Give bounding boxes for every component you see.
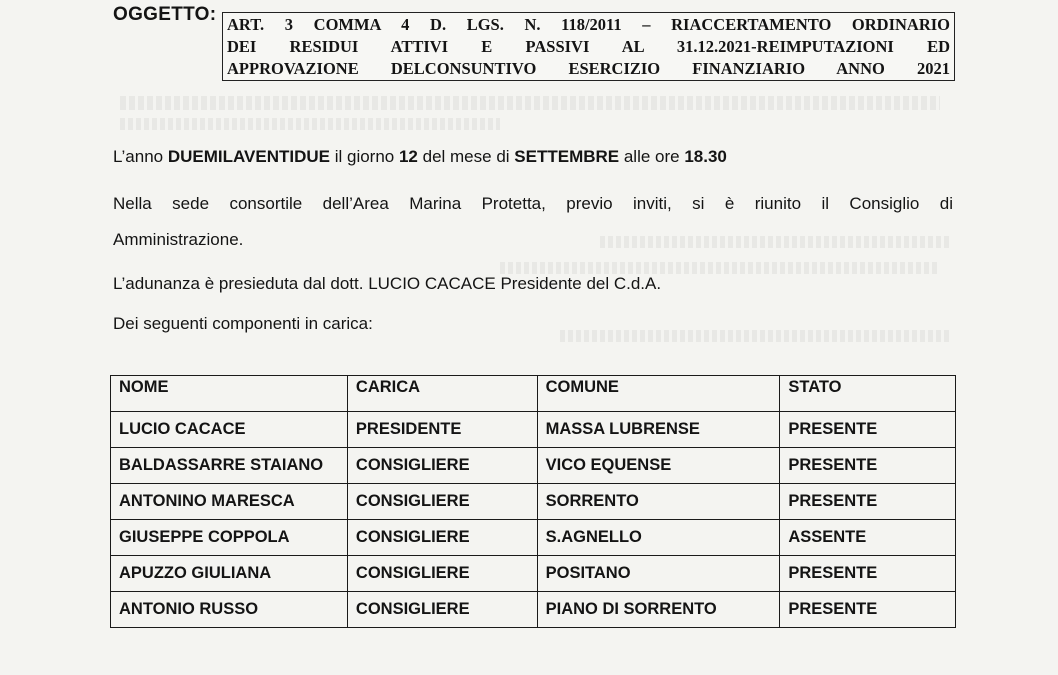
table-row — [111, 412, 956, 448]
text-run: il giorno — [329, 147, 399, 166]
cell-carica: PRESIDENTE — [347, 412, 537, 448]
text-run: alle ore — [619, 147, 685, 166]
header-stato: STATO — [780, 376, 956, 412]
members-intro: Dei seguenti componenti in carica: — [113, 314, 373, 333]
bleed-through-texture — [500, 262, 940, 274]
subject-label: OGGETTO: — [113, 4, 217, 25]
cell-nome: APUZZO GIULIANA — [111, 556, 348, 592]
day-text: 12 — [398, 147, 418, 166]
text-run: del mese di — [417, 147, 515, 166]
table-row — [111, 520, 956, 556]
cell-comune: SORRENTO — [537, 484, 780, 520]
meeting-place-paragraph: Nella sede consortile dell’Area Marina Protetta, previo inviti, si è riunito il Consiglio di — [113, 194, 953, 213]
cell-stato: PRESENTE — [780, 484, 956, 520]
cell-nome: ANTONINO MARESCA — [111, 484, 348, 520]
cell-carica: CONSIGLIERE — [347, 448, 537, 484]
month-text: SETTEMBRE — [514, 147, 620, 166]
table-header-row — [111, 376, 956, 412]
cell-stato: ASSENTE — [780, 520, 956, 556]
cell-comune: S.AGNELLO — [537, 520, 780, 556]
header-nome: NOME — [111, 376, 348, 412]
meeting-place-paragraph-end: Amministrazione. — [113, 230, 244, 249]
cell-carica: CONSIGLIERE — [347, 520, 537, 556]
table-row — [111, 556, 956, 592]
subject-line: ART. 3 COMMA 4 D. LGS. N. 118/2011 – RIACCERTAMENTO ORDINARIO — [227, 15, 950, 34]
cell-comune: MASSA LUBRENSE — [537, 412, 780, 448]
chair-paragraph: L’adunanza è presieduta dal dott. LUCIO CACACE Presidente del C.d.A. — [113, 274, 662, 293]
cell-carica: CONSIGLIERE — [347, 592, 537, 628]
cell-comune: PIANO DI SORRENTO — [537, 592, 780, 628]
bleed-through-texture — [560, 330, 950, 342]
cell-stato: PRESENTE — [780, 412, 956, 448]
header-carica: CARICA — [347, 376, 537, 412]
bleed-through-texture — [120, 118, 500, 130]
text-run: L’anno — [113, 147, 168, 166]
cell-carica: CONSIGLIERE — [347, 484, 537, 520]
subject-line: DEI RESIDUI ATTIVI E PASSIVI AL 31.12.2021-REIMPUTAZIONI ED — [227, 37, 950, 56]
meeting-date-paragraph — [113, 147, 727, 167]
cell-comune: POSITANO — [537, 556, 780, 592]
bleed-through-texture — [120, 96, 940, 110]
cell-nome: ANTONIO RUSSO — [111, 592, 348, 628]
table-row — [111, 484, 956, 520]
year-text: DUEMILAVENTIDUE — [167, 147, 330, 166]
cell-nome: GIUSEPPE COPPOLA — [111, 520, 348, 556]
cell-stato: PRESENTE — [780, 556, 956, 592]
cell-stato: PRESENTE — [780, 592, 956, 628]
cell-stato: PRESENTE — [780, 448, 956, 484]
table-row — [111, 448, 956, 484]
cell-carica: CONSIGLIERE — [347, 556, 537, 592]
subject-line: APPROVAZIONE DELCONSUNTIVO ESERCIZIO FINANZIARIO ANNO 2021 — [227, 59, 950, 78]
cell-nome: BALDASSARRE STAIANO — [111, 448, 348, 484]
members-table — [110, 375, 956, 628]
table-row — [111, 592, 956, 628]
bleed-through-texture — [600, 236, 950, 248]
cell-comune: VICO EQUENSE — [537, 448, 780, 484]
header-comune: COMUNE — [537, 376, 780, 412]
subject-box — [222, 12, 955, 81]
cell-nome: LUCIO CACACE — [111, 412, 348, 448]
time-text: 18.30 — [684, 147, 727, 166]
